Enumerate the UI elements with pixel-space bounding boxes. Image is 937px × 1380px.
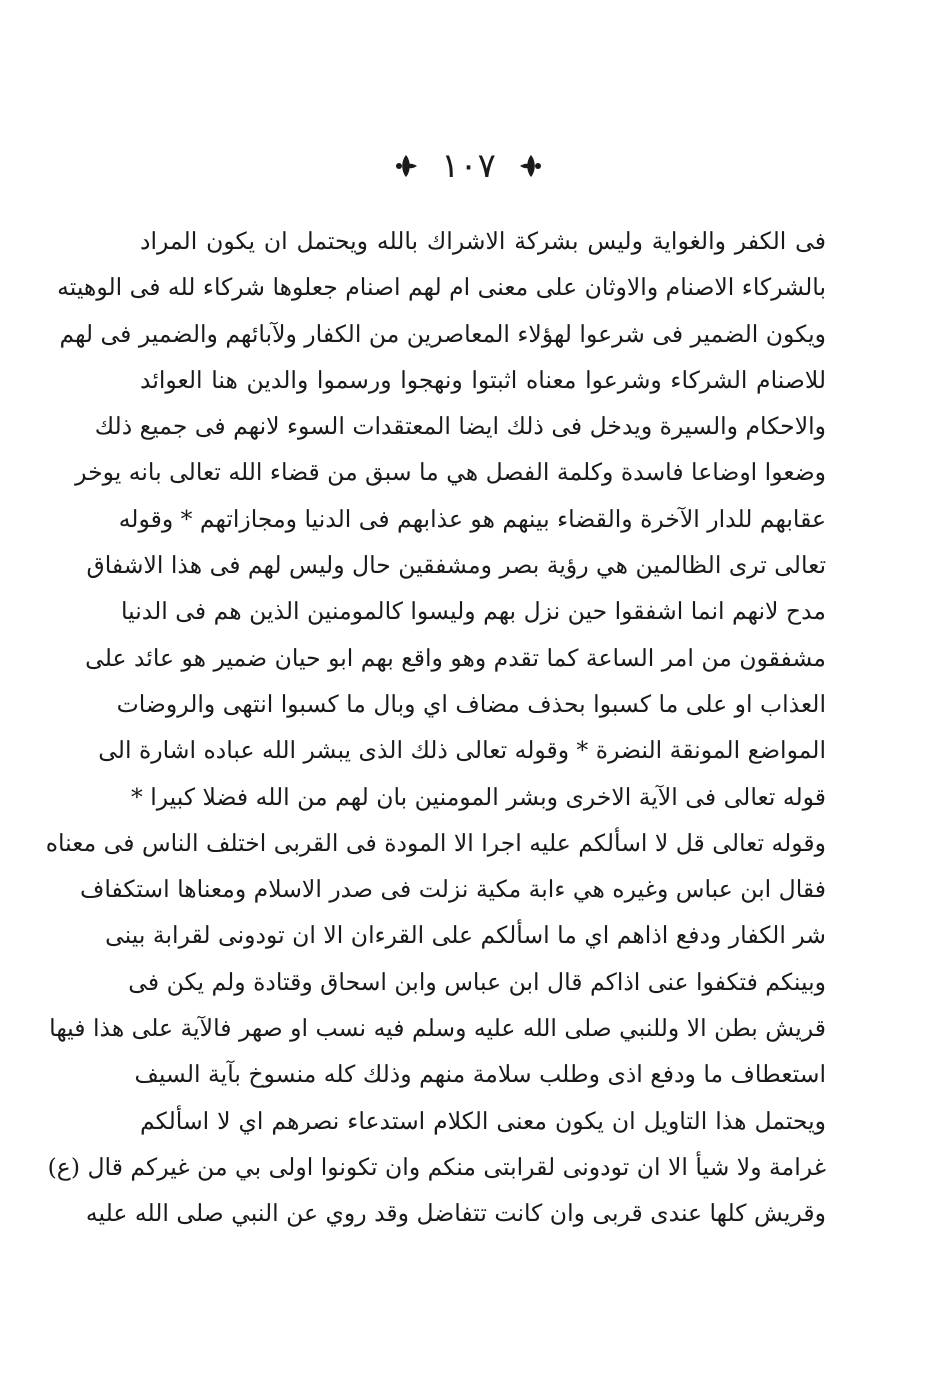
body-text [45,218,826,1237]
floral-ornament-icon [518,153,544,179]
text-line: وقوله تعالى قل لا اسألكم عليه اجرا الا المودة فى القربى اختلف الناس فى معناه [45,828,826,857]
text-line: ويحتمل هذا التاويل ان يكون معنى الكلام استدعاء نصرهم اي لا اسألكم [140,1106,826,1135]
text-line: مدح لانهم انما اشفقوا حين نزل بهم وليسوا كالمومنين الذين هم فى الدنيا [121,597,826,626]
text-line: قوله تعالى فى الآية الاخرى وبشر المومنين بان لهم من الله فضلا كبيرا * [130,782,826,811]
text-line: تعالى ترى الظالمين هي رؤية بصر ومشفقين حال وليس لهم فى هذا الاشفاق [86,551,826,580]
text-line: شر الكفار ودفع اذاهم اي ما اسألكم على القرءان الا ان تودونى لقرابة بينى [105,921,826,950]
text-line: استعطاف ما ودفع اذى وطلب سلامة منهم وذلك كله منسوخ بآية السيف [134,1060,826,1089]
text-line: عقابهم للدار الآخرة والقضاء بينهم هو عذابهم فى الدنيا ومجازاتهم * وقوله [118,504,826,533]
text-line: وبينكم فتكفوا عنى اذاكم قال ابن عباس وابن اسحاق وقتادة ولم يكن فى [128,967,826,996]
text-line: فى الكفر والغواية وليس بشركة الاشراك بالله ويحتمل ان يكون المراد [140,227,826,255]
text-line: ويكون الضمير فى شرعوا لهؤلاء المعاصرين من الكفار ولآبائهم والضمير فى لهم [59,319,826,348]
text-line: وقريش كلها عندى قربى وان كانت تتفاضل وقد روي عن النبي صلى الله عليه [85,1199,826,1228]
text-line: وضعوا اوضاعا فاسدة وكلمة الفصل هي ما سبق من قضاء الله تعالى بانه يوخر [75,458,826,487]
text-line: والاحكام والسيرة ويدخل فى ذلك ايضا المعتقدات السوء لانهم فى جميع ذلك [94,412,826,441]
text-line: فقال ابن عباس وغيره هي ءابة مكية نزلت فى صدر الاسلام ومعناها استكفاف [79,875,826,904]
text-line: العذاب او على ما كسبوا بحذف مضاف اي وبال ما كسبوا انتهى والروضات [116,689,826,718]
page-number: ١٠٧ [441,146,496,186]
text-line: مشفقون من امر الساعة كما تقدم وهو واقع بهم ابو حيان ضمير هو عائد على [85,643,826,672]
floral-ornament-icon [393,153,419,179]
text-line: للاصنام الشركاء وشرعوا معناه اثبتوا ونهجوا ورسموا والدين هنا العوائد [140,365,826,394]
text-line: بالشركاء الاصنام والاوثان على معنى ام لهم اصنام جعلوها شركاء لله فى الوهيته [57,273,826,302]
text-line: قريش بطن الا وللنبي صلى الله عليه وسلم فيه نسب او صهر فالآية على هذا فيها [49,1014,826,1043]
text-line: المواضع المونقة النضرة * وقوله تعالى ذلك الذى يبشر الله عباده اشارة الى [98,736,826,765]
page-header [0,142,937,190]
text-line: غرامة ولا شيأ الا ان تودونى لقرابتى منكم وان تكونوا اولى بي من غيركم قال (ع) [47,1152,826,1181]
